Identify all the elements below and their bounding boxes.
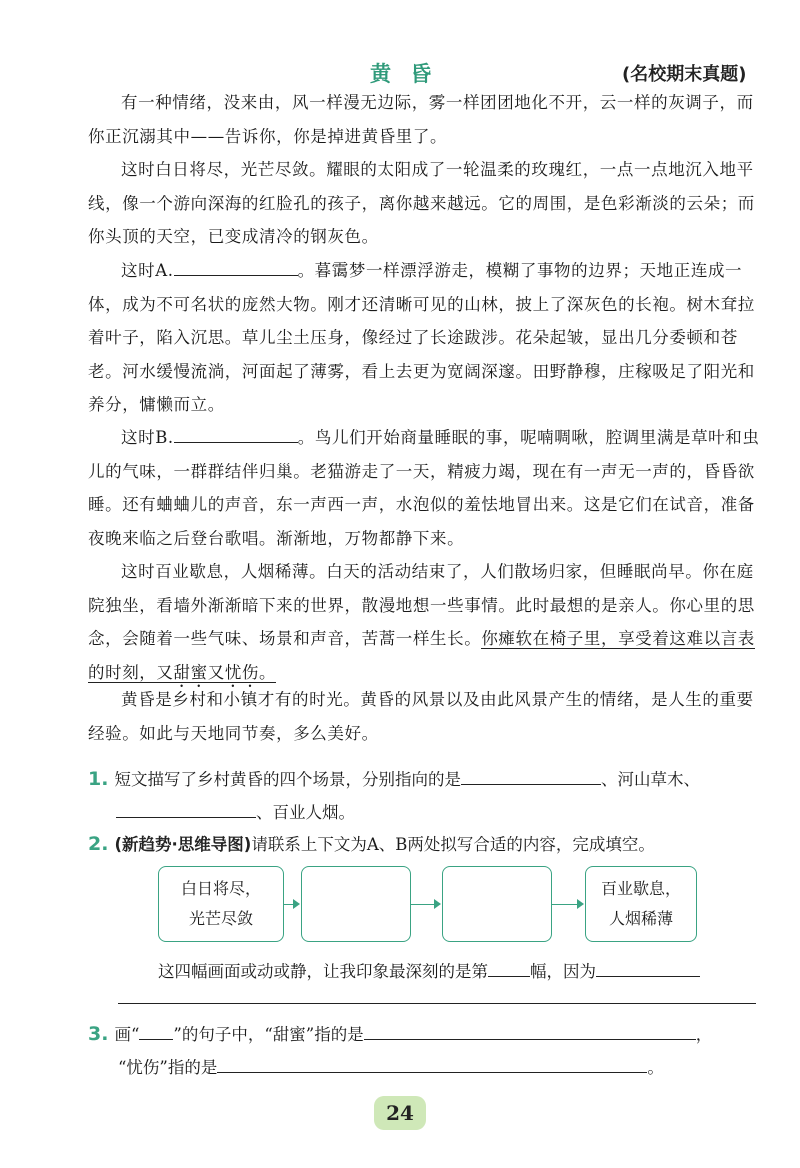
source-label: (名校期末真题)	[622, 64, 747, 85]
connector-2	[411, 904, 435, 905]
blank-a-prefix: 这时A.	[121, 261, 174, 280]
question-3-number: 3.	[88, 1023, 109, 1045]
blank-a[interactable]	[174, 255, 298, 276]
question-1-text-b: 、河山草木、	[600, 770, 700, 789]
question-3-text-c: ，	[695, 1025, 713, 1044]
box-1-line-2: 光芒尽敛	[188, 909, 253, 928]
question-3-text-b: ”的句子中，“甜蜜”指的是	[173, 1025, 364, 1044]
question-3	[88, 1018, 778, 1051]
paragraph-4	[88, 421, 764, 555]
mindmap-box-4	[585, 866, 697, 942]
question-3-text-e: 。	[647, 1058, 664, 1077]
followup-text-a: 这四幅画面或动或静，让我印象最深刻的是第	[158, 962, 488, 981]
underlined-part-a: 你瘫软在椅子里，享受着这难以言表的时刻，又	[88, 629, 755, 682]
underlined-part-e: 。	[259, 662, 277, 682]
underline-sample	[139, 1027, 173, 1040]
question-2	[88, 828, 778, 861]
followup-text-b: 幅，因为	[530, 962, 596, 981]
q2-answer-line[interactable]	[118, 1003, 756, 1004]
question-3-text-a: 画“	[114, 1025, 140, 1044]
mindmap-box-1	[158, 866, 284, 942]
connector-3	[552, 904, 578, 905]
arrow-2-icon	[434, 899, 441, 909]
paragraph-1: 有一种情绪，没来由，风一样漫无边际，雾一样团团地化不开，云一样的灰调子，而你正沉溺其中——告诉你，你是掉进黄昏里了。	[88, 93, 754, 146]
paragraph-5	[88, 555, 764, 691]
underlined-part-c: 又	[207, 662, 225, 682]
page-number: 24	[374, 1096, 426, 1130]
article-title: 黄 昏	[370, 62, 438, 86]
question-3-line-2	[118, 1051, 800, 1084]
q3-blank-sweet[interactable]	[364, 1019, 696, 1040]
q1-blank-2[interactable]	[116, 797, 256, 818]
q1-blank-1[interactable]	[461, 764, 601, 785]
q3-blank-sad[interactable]	[217, 1052, 647, 1073]
box-4-line-2: 人烟稀薄	[608, 909, 673, 928]
blank-b[interactable]	[174, 422, 298, 443]
blank-b-prefix: 这时B.	[121, 428, 174, 447]
dotted-word-sad: 忧伤	[224, 662, 260, 682]
question-1	[88, 763, 778, 796]
arrow-3-icon	[577, 899, 584, 909]
paragraph-3	[88, 254, 764, 422]
paragraph-6: 黄昏是乡村和小镇才有的时光。黄昏的风景以及由此风景产生的情绪，是人生的重要经验。如此与天地同节奏，多么美好。	[88, 690, 754, 743]
box-4-line-1: 百业歇息，	[600, 879, 681, 898]
question-2-tag: (新趋势·思维导图)	[114, 835, 252, 854]
question-1-number: 1.	[88, 768, 109, 790]
question-3-text-d: “忧伤”指的是	[118, 1058, 218, 1077]
dotted-word-sweet: 甜蜜	[173, 662, 208, 682]
q2-blank-reason[interactable]	[596, 956, 700, 977]
question-1-line-2	[116, 796, 800, 829]
box-1-line-1: 白日将尽，	[180, 879, 261, 898]
question-2-followup	[158, 955, 800, 988]
q2-blank-number[interactable]	[488, 956, 530, 977]
paragraph-3-text: 。暮霭梦一样漂浮游走，模糊了事物的边界；天地正连成一体，成为不可名状的庞然大物。刚才还清晰可见的山林，披上了深灰色的长袍。树木耷拉着叶子，陷入沉思。草儿尘土压身，像经过了长途跋涉。花朵起皱，显出几分委顿和苍老。河水缓慢流淌，河面起了薄雾，看上去更为宽阔深邃。田野静穆，庄稼吸足了阳光和养分，慵懒而立。	[88, 261, 755, 414]
paragraph-5-text: 这时百业歇息，人烟稀薄。白天的活动结束了，人们散场归家，但睡眠尚早。你在庭院独坐，看墙外渐渐暗下来的世界，散漫地想一些事情。此时最想的是亲人。你心里的思念，会随着一些气味、场景和声音，苦蒿一样生长。	[88, 562, 755, 648]
mindmap-box-3[interactable]	[442, 866, 552, 942]
paragraph-4-text: 。鸟儿们开始商量睡眠的事，呢喃啁啾，腔调里满是草叶和虫儿的气味，一群群结伴归巢。老猫游走了一天，精疲力竭，现在有一声无一声的，昏昏欲睡。还有蛐蛐儿的声音，东一声西一声，水泡似的羞怯地冒出来。这是它们在试音，准备夜晚来临之后登台歌唱。渐渐地，万物都静下来。	[88, 428, 760, 548]
question-2-number: 2.	[88, 833, 109, 855]
mindmap-box-2[interactable]	[301, 866, 411, 942]
question-2-text: 请联系上下文为A、B两处拟写合适的内容，完成填空。	[251, 835, 655, 854]
question-1-text-c: 、百业人烟。	[256, 803, 355, 822]
arrow-1-icon	[293, 899, 300, 909]
question-1-text-a: 短文描写了乡村黄昏的四个场景，分别指向的是	[114, 770, 461, 789]
paragraph-2: 这时白日将尽，光芒尽敛。耀眼的太阳成了一轮温柔的玫瑰红，一点一点地沉入地平线，像一个游向深海的红脸孔的孩子，离你越来越远。它的周围，是色彩渐淡的云朵；而你头顶的天空，已变成清冷的钢灰色。	[88, 160, 755, 246]
